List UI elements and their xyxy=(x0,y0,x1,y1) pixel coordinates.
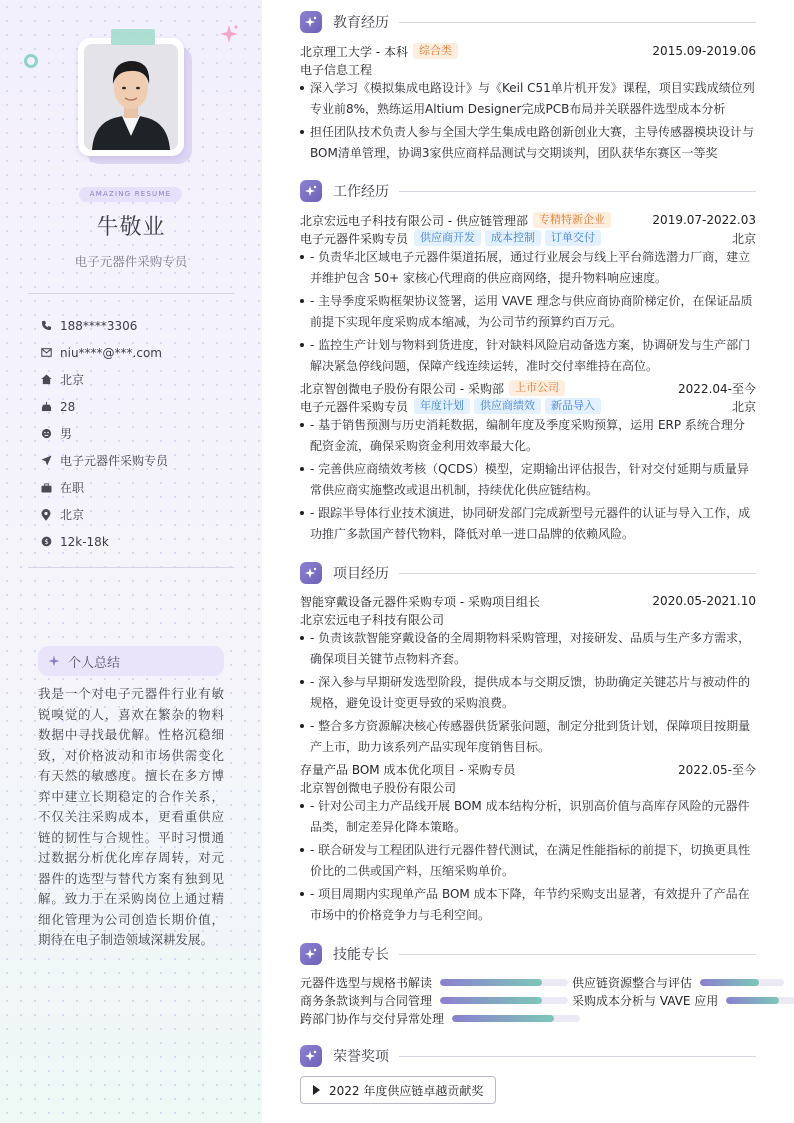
location-icon xyxy=(40,509,52,521)
contact-age xyxy=(40,393,240,420)
section-title-skills: 技能专长 xyxy=(333,947,389,963)
education-date: 2015.09-2019.06 xyxy=(652,44,756,58)
contact-gender-text: 男 xyxy=(60,427,73,441)
work-skill-tag: 订单交付 xyxy=(545,230,601,246)
work-skill-tag: 供应商开发 xyxy=(414,230,481,246)
contact-salary xyxy=(40,528,240,555)
skill-bar xyxy=(452,1015,580,1022)
work-skill-tag: 年度计划 xyxy=(414,398,470,414)
section-header-education xyxy=(300,10,756,34)
sparkle-icon xyxy=(48,655,60,667)
skill-bar xyxy=(440,979,568,986)
project-bullet: - 项目周期内实现单产品 BOM 成本下降，年节约采购支出显著，有效提升了产品在市场中的价格竞争力与毛利空间。 xyxy=(300,884,756,925)
sidebar-divider-bottom xyxy=(28,567,234,568)
work-city: 北京 xyxy=(731,399,756,414)
sparkle-icon xyxy=(300,1045,322,1067)
contact-location-text: 北京 xyxy=(60,508,85,522)
sidebar-divider-top xyxy=(28,293,234,294)
work-city: 北京 xyxy=(731,231,756,246)
education-tag: 综合类 xyxy=(413,43,458,59)
project-date: 2020.05-2021.10 xyxy=(652,594,756,608)
section-header-honors xyxy=(300,1044,756,1068)
education-header-row xyxy=(300,42,756,60)
work-bullet: - 完善供应商绩效考核（QCDS）模型，定期输出评估报告，针对交付延期与质量异常供应商实施整改或退出机制，持续优化供应链结构。 xyxy=(300,459,756,500)
decorative-circle xyxy=(24,54,38,68)
avatar xyxy=(84,44,178,150)
work-bullet: - 基于销售预测与历史消耗数据，编制年度及季度采购预算，运用 ERP 系统合理分配资金流，确保采购资金利用效率最大化。 xyxy=(300,415,756,456)
education-major: 电子信息工程 xyxy=(300,62,373,77)
section-title-work: 工作经历 xyxy=(333,184,389,200)
contact-home xyxy=(40,366,240,393)
project-org: 北京宏远电子科技有限公司 xyxy=(300,612,445,627)
section-title-education: 教育经历 xyxy=(333,15,389,31)
project-bullet: - 针对公司主力产品线开展 BOM 成本结构分析，识别高价值与高库存风险的元器件品类，制定差异化降本策略。 xyxy=(300,796,756,837)
sparkle-icon xyxy=(300,562,322,584)
salary-icon xyxy=(40,536,52,548)
sparkle-icon xyxy=(300,180,322,202)
skill-bar xyxy=(726,997,794,1004)
project-bullet: - 联合研发与工程团队进行元器件替代测试，在满足性能指标的前提下，切换更具性价比的二供或国产料，压缩采购单价。 xyxy=(300,840,756,881)
skill-bar-fill xyxy=(700,979,759,986)
section-title-projects: 项目经历 xyxy=(333,566,389,582)
contact-age-text: 28 xyxy=(60,399,76,414)
skill-name: 跨部门协作与交付异常处理 xyxy=(300,1011,445,1026)
sparkle-icon xyxy=(219,24,239,44)
work-position: 电子元器件采购专员 xyxy=(300,231,409,246)
project-bullets xyxy=(300,628,756,760)
project-org-row xyxy=(300,778,756,796)
work-bullet: - 主导季度采购框架协议签署，运用 VAVE 理念与供应商协商阶梯定价，在保证品质前提下实现年度采购成本缩减，为公司节约预算约百万元。 xyxy=(300,291,756,332)
project-org: 北京智创微电子股份有限公司 xyxy=(300,780,457,795)
email-icon xyxy=(40,347,52,359)
contact-list xyxy=(40,312,240,555)
send-icon xyxy=(40,455,52,467)
photo-tape xyxy=(111,29,155,45)
contact-salary-text: 12k-18k xyxy=(60,534,109,549)
honor-item xyxy=(300,1076,496,1104)
work-header-row xyxy=(300,379,756,397)
skill-bar-fill xyxy=(440,997,542,1004)
summary-header xyxy=(38,646,224,676)
project-header-row xyxy=(300,592,756,610)
briefcase-icon xyxy=(40,482,52,494)
work-company: 北京智创微电子股份有限公司 - 采购部 xyxy=(300,381,504,396)
skill-name: 商务条款谈判与合同管理 xyxy=(300,993,433,1008)
phone-icon xyxy=(40,320,52,332)
work-position-row xyxy=(300,397,756,415)
work-header-row xyxy=(300,211,756,229)
project-bullets xyxy=(300,796,756,928)
project-title: 智能穿戴设备元器件采购专项 - 采购项目组长 xyxy=(300,594,540,609)
photo-frame xyxy=(78,38,184,156)
summary-title: 个人总结 xyxy=(68,655,121,671)
skill-name: 元器件选型与规格书解读 xyxy=(300,975,433,990)
work-company-tag: 专精特新企业 xyxy=(533,212,611,228)
candidate-role: 电子元器件采购专员 xyxy=(74,254,188,269)
work-skill-tag: 成本控制 xyxy=(485,230,541,246)
skill-item xyxy=(300,991,568,1009)
contact-email-text: niu****@***.com xyxy=(60,345,162,360)
candidate-name: 牛敬业 xyxy=(96,215,166,240)
contact-phone-text: 188****3306 xyxy=(60,318,138,333)
contact-gender xyxy=(40,420,240,447)
work-bullet: - 负责华北区域电子元器件渠道拓展，通过行业展会与线上平台筛选潜力厂商，建立并维护包含 50+ 家核心代理商的供应商网络，提升物料响应速度。 xyxy=(300,247,756,288)
contact-email xyxy=(40,339,240,366)
section-rule xyxy=(399,1056,756,1057)
skill-item xyxy=(300,973,568,991)
avatar-portrait xyxy=(84,44,178,150)
education-bullet: 担任团队技术负责人参与全国大学生集成电路创新创业大赛，主导传感器模块设计与BOM清单管理，协调3家供应商样品测试与交期谈判，团队获华东赛区一等奖 xyxy=(300,122,756,163)
skill-bar-fill xyxy=(440,979,542,986)
project-org-row xyxy=(300,610,756,628)
contact-location xyxy=(40,501,240,528)
work-bullets xyxy=(300,247,756,379)
profile-photo-card xyxy=(78,38,188,160)
section-rule xyxy=(399,191,756,192)
contact-status-text: 在职 xyxy=(60,481,85,495)
section-header-projects xyxy=(300,561,756,585)
skill-name: 采购成本分析与 VAVE 应用 xyxy=(572,993,719,1008)
skill-item xyxy=(572,973,784,991)
section-header-work xyxy=(300,179,756,203)
work-company: 北京宏远电子科技有限公司 - 供应链管理部 xyxy=(300,213,528,228)
project-header-row xyxy=(300,760,756,778)
section-rule xyxy=(399,573,756,574)
skill-bar xyxy=(440,997,568,1004)
work-skill-tag: 供应商绩效 xyxy=(474,398,541,414)
home-icon xyxy=(40,374,52,386)
svg-text:$: $ xyxy=(43,537,49,546)
contact-home-text: 北京 xyxy=(60,373,85,387)
section-rule xyxy=(399,22,756,23)
honor-text: 2022 年度供应链卓越贡献奖 xyxy=(329,1083,484,1098)
skill-item xyxy=(572,991,794,1009)
summary-text: 我是一个对电子元器件行业有敏锐嗅觉的人，喜欢在繁杂的物料数据中寻找最优解。性格沉稳细致，对价格波动和市场供需变化有天然的敏感度。擅长在多方博弈中建立长期稳定的合作关系，不仅关注采购成本，更看重供应链的韧性与合规性。平时习惯通过数据分析优化库存周转，对元器件的选型与替代方案有独到见解。致力于在采购岗位上通过精细化管理为公司创造长期价值，期待在电子制造领域深耕发展。 xyxy=(38,686,224,947)
work-date: 2019.07-2022.03 xyxy=(652,213,756,227)
project-title: 存量产品 BOM 成本优化项目 - 采购专员 xyxy=(300,762,516,777)
education-school: 北京理工大学 - 本科 xyxy=(300,44,408,59)
education-bullets xyxy=(300,78,756,166)
sparkle-icon xyxy=(300,943,322,965)
project-bullet: - 负责该款智能穿戴设备的全周期物料采购管理，对接研发、品质与生产多方需求，确保项目关键节点物料齐套。 xyxy=(300,628,756,669)
resume-badge: AMAZING RESUME xyxy=(79,187,182,202)
project-bullet: - 整合多方资源解决核心传感器供货紧张问题，制定分批到货计划，保障项目按期量产上市，助力该系列产品实现年度销售目标。 xyxy=(300,716,756,757)
education-bullet: 深入学习《模拟集成电路设计》与《Keil C51单片机开发》课程，项目实践成绩位列专业前8%，熟练运用Altium Designer完成PCB布局并关联器件选型成本分析 xyxy=(300,78,756,119)
work-bullet: - 监控生产计划与物料到货进度，针对缺料风险启动备选方案，协调研发与生产部门解决紧急停线问题，保障产线连续运转，准时交付率维持在高位。 xyxy=(300,335,756,376)
section-rule xyxy=(399,954,756,955)
sidebar xyxy=(0,0,262,1123)
work-position: 电子元器件采购专员 xyxy=(300,399,409,414)
sparkle-icon xyxy=(300,11,322,33)
skill-bar-fill xyxy=(726,997,779,1004)
cake-icon xyxy=(40,401,52,413)
play-triangle-icon xyxy=(313,1085,320,1095)
contact-phone xyxy=(40,312,240,339)
gender-icon xyxy=(40,428,52,440)
project-bullet: - 深入参与早期研发选型阶段，提供成本与交期反馈，协助确定关键芯片与被动件的规格，避免设计变更导致的采购浪费。 xyxy=(300,672,756,713)
education-major-row xyxy=(300,60,756,78)
section-header-skills xyxy=(300,942,756,966)
skill-name: 供应链资源整合与评估 xyxy=(572,975,693,990)
work-skill-tag: 新品导入 xyxy=(545,398,601,414)
work-company-tag: 上市公司 xyxy=(509,380,565,396)
skill-item xyxy=(300,1009,580,1027)
contact-target-role xyxy=(40,447,240,474)
work-bullet: - 跟踪半导体行业技术演进，协同研发部门完成新型号元器件的认证与导入工作，成功推广多款国产替代物料，降低对单一进口品牌的依赖风险。 xyxy=(300,503,756,544)
contact-status xyxy=(40,474,240,501)
contact-target-role-text: 电子元器件采购专员 xyxy=(60,454,169,468)
work-bullets xyxy=(300,415,756,547)
project-date: 2022.05-至今 xyxy=(678,762,756,777)
work-date: 2022.04-至今 xyxy=(678,381,756,396)
section-title-honors: 荣誉奖项 xyxy=(333,1049,389,1065)
skill-bar-fill xyxy=(452,1015,554,1022)
work-position-row xyxy=(300,229,756,247)
skill-bar xyxy=(700,979,784,986)
